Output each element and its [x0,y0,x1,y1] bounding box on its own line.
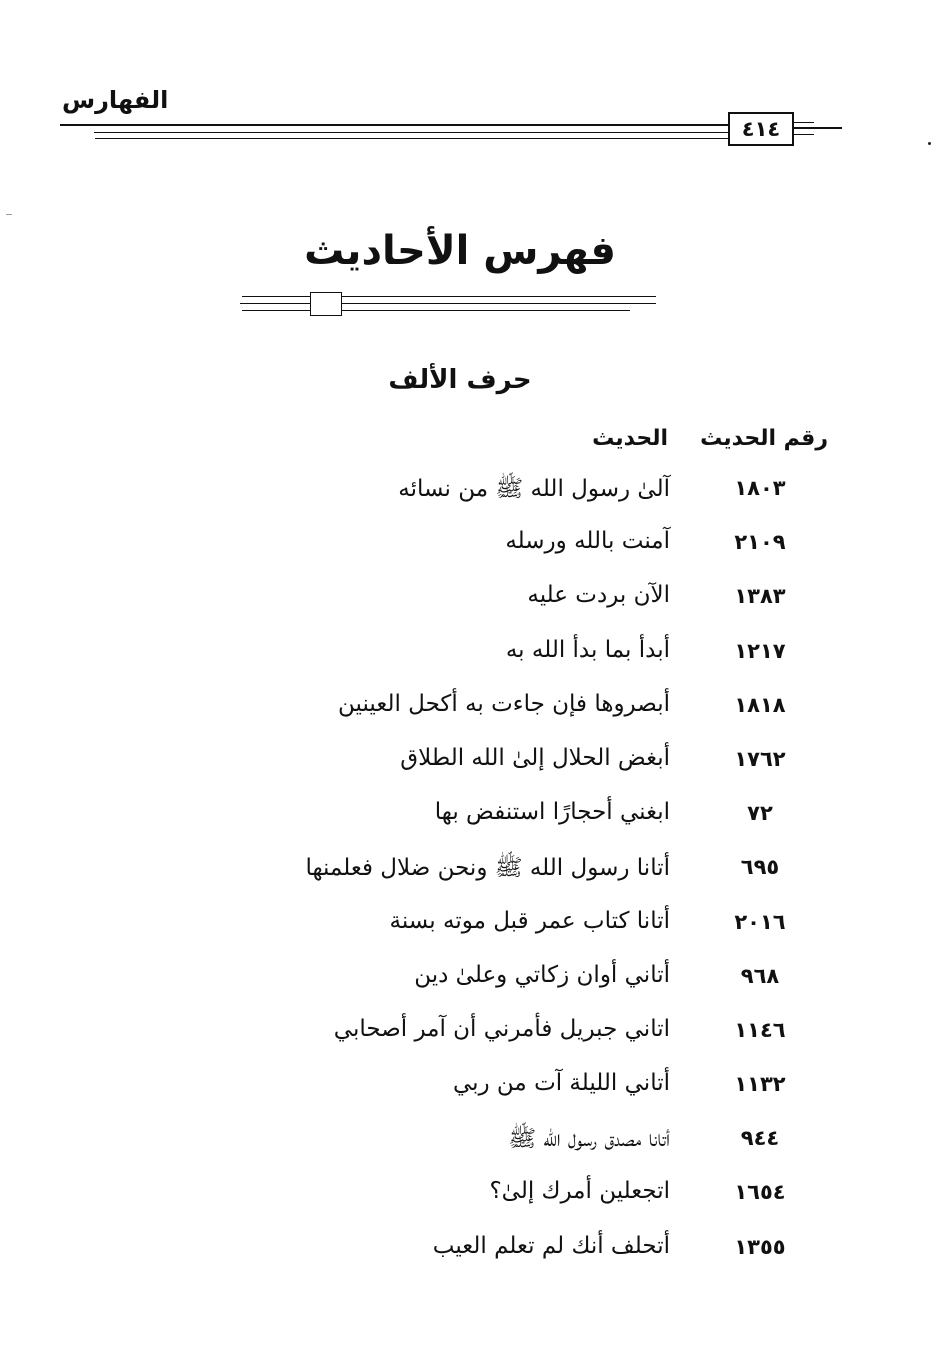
index-entry [0,1116,936,1170]
hadith-text: آلىٰ رسول الله ﷺ من نسائه [398,476,670,502]
header-rule [794,127,842,129]
hadith-text: اتاني جبريل فأمرني أن آمر أصحابي [333,1015,670,1042]
index-entry [0,520,936,574]
hadith-text: ابغني أحجارًا استنفض بها [434,799,670,826]
hadith-number: ٢٠١٦ [734,909,786,934]
header-rule [95,138,728,139]
hadith-number: ٩٦٨ [740,963,780,988]
hadith-number: ٧٢ [747,801,773,826]
header-rule [794,134,814,135]
page-number: ٤١٤ [728,112,794,146]
hadith-text: أتانا مصدق رسول الله ﷺ [508,1126,670,1153]
hadith-number: ١٣٨٣ [734,584,786,609]
hadith-text: أتاني الليلة آت من ربي [452,1070,670,1097]
hadith-text: آمنت بالله ورسله [505,528,670,555]
title-ornament-rule [240,303,656,304]
hadith-number: ٢١٠٩ [734,530,786,555]
index-entry [0,791,936,845]
hadith-text: اتجعلين أمرك إلىٰ؟ [489,1178,670,1205]
hadith-text: أتاني أوان زكاتي وعلىٰ دين [414,961,670,988]
title-ornament-rule [242,310,630,311]
hadith-number: ١٣٥٥ [734,1234,786,1259]
header-rule [94,132,728,133]
hadith-number: ١١٣٢ [734,1072,786,1097]
hadith-text: الآن بردت عليه [527,582,670,609]
index-entry [0,845,936,899]
index-entry [0,900,936,954]
hadith-number: ١١٤٦ [734,1017,786,1042]
hadith-text: أبدأ بما بدأ الله به [505,636,670,663]
column-header-hadith: الحديث [592,426,668,451]
hadith-number: ١٢١٧ [734,638,786,663]
hadith-number: ٦٩٥ [740,855,780,880]
hadith-text: أتحلف أنك لم تعلم العيب [432,1232,670,1259]
index-entry [0,574,936,628]
hadith-number: ١٨١٨ [734,692,786,717]
index-entry [0,737,936,791]
index-entry [0,683,936,737]
scan-speck [928,142,931,145]
index-entry [0,1008,936,1062]
index-entry [0,1225,936,1279]
hadith-number: ١٨٠٣ [734,476,786,500]
header-rule [60,124,728,126]
hadith-number: ١٦٥٤ [734,1180,786,1205]
index-entry [0,1062,936,1116]
hadith-text: أبغض الحلال إلىٰ الله الطلاق [400,744,670,771]
index-entry [0,629,936,683]
hadith-number: ٩٤٤ [740,1126,780,1151]
index-entry [0,1170,936,1224]
index-entry [0,954,936,1008]
running-header-title: الفهارس [62,86,169,114]
title-ornament-box [310,292,342,316]
section-heading: حرف الألف [388,365,532,395]
hadith-text: أبصروها فإن جاءت به أكحل العينين [338,690,670,717]
page-title: فهرس الأحاديث [304,228,616,274]
hadith-index-list [0,466,936,1279]
column-header-number: رقم الحديث [700,426,828,451]
title-ornament-rule [242,296,656,297]
header-rule [794,122,814,123]
index-entry [0,466,936,520]
hadith-text: أتانا رسول الله ﷺ ونحن ضلال فعلمنها [305,855,670,882]
hadith-text: أتانا كتاب عمر قبل موته بسنة [389,907,670,934]
hadith-number: ١٧٦٢ [734,746,786,771]
scan-speck [6,214,12,215]
